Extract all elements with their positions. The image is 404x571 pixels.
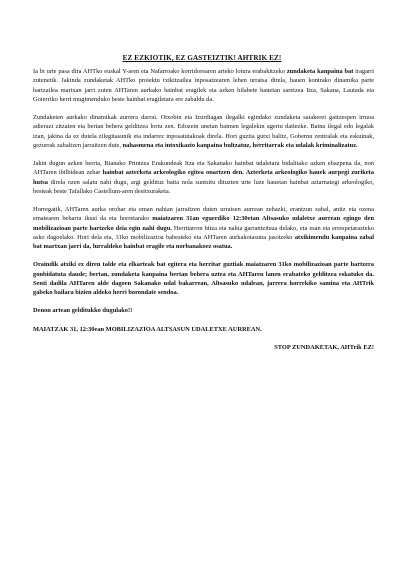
paragraph-6: Denon artean gelditukko dugulako!! (33, 307, 133, 315)
mobilization-announcement: MAIATZAK 31, 12:30ean MOBILIZAZIOA ALTSASUN UDALETXE AURREAN. (33, 325, 262, 333)
paragraph-2: Zundaketen aurkako dinamikak aurrera darrai. Otxobin eta Izurdiagan ilegalki egindako zundaketa saiakerei gaitzespen irmoa adierazi zitzaien eta bertan behera gelditzea lortu zen. Edozein unetan baimen legalekin agertu daitezke. Baina ilegal edo legalak izan, jakina da ez dutela zilegitasunik eta indarrez inposatutakoak direla. Hori guztia gutxi balitz, Gobernu zentralak eta eskuinak, gezurrak zabaltzen jarraitzen dute, nahasmena eta intoxikazio kanpaina bultzatuz, herritarrak eta udalak kriminalizatuz. (33, 114, 374, 149)
document-title: EZ EZKIOTIK, EZ GASTEIZTIK! AHTRIK EZ! (122, 54, 282, 62)
paragraph-1: Ia bi urte pasa dira AHTko euskal Y-aren eta Nafarroako korridorearen arteko lotura erabakitzeko zundaketa kanpaina bat iragarri zutenetik. Jakinda zundaketak AHTko proiektu txikitzailea inposatzearen lehen urratsa direla, hauen kontrako dinamika parte hartzailea martxan jarri zuten AHTaren aurkako hainbat eragilek eta azken hilabete hauetan saretzea Itza, Sakana, Lautada eta Goierriko herri mugimenduko beste hainbat eragiletara ere zabaldu da. (33, 68, 374, 103)
paragraph-5: Oraindik atxiki ez diren talde eta elkarteak bat egitera eta herritar guztiak maiatzaren 31ko mobilizazioan parte hartzera gonbidatuta daude; bertan, zundaketa kanpaina bertan behera uztea eta AHTaren lanen erabateko gelditzea eskatuko da. Senti dadila AHTaren alde dagoen Sakanako udal bakarrean, Altsasuko udalean, jarrera horrekiko samina eta AHTrik gabeko bailara bizien aldeko herri borondate sendoa. (33, 261, 374, 296)
paragraph-3: Jakin dugun azken berria, Bianako Printzea Erakundeak Itza eta Sakanako hainbat udaletara bidalitako azken ebazpena da, non AHTaren ibilbidean zehar hainbat azterketa arkeologiko egitea onartzen den. Azterketa arkeologiko hauek aurpegi zuriketa hutsa direla ozen salatu nahi dugu, argi geldituz baita nola suntsitu dituzten urte luze hauetan hainbat aztarnategi arkeologiko, besteak beste Tafallako Castellum-aren desitxuraketa. (33, 160, 374, 195)
document-body (33, 67, 374, 361)
paragraph-4: Horregatik, AHTaren aurka orohar eta eman nahian jarraitzen duten urratsen aurrean zehazki, erantzun zabal, anitz eta ozena ematearen beharra ikusi da eta horretarako maiatzaren 31an eguerdiko 12:30etan Altsasuko udaletxe aurrean egingo den mobilizazioan parte hartzeko deia egin nahi dugu. Herritarron hitza eta nahia garrantzitsua delako, eta esan eta errespetarazteko asko dagoelako. Hori dela eta, 31ko mobilizazioa babesteko eta AHTaren aurkakotasuna jasotzeko atxikimendu kanpaina zabal bat martxan jarri da, lurraldeko hainbat eragile eta norbanakoez osatua. (33, 206, 375, 250)
closing-slogan: STOP ZUNDAKETAK, AHTrik EZ! (274, 343, 374, 351)
